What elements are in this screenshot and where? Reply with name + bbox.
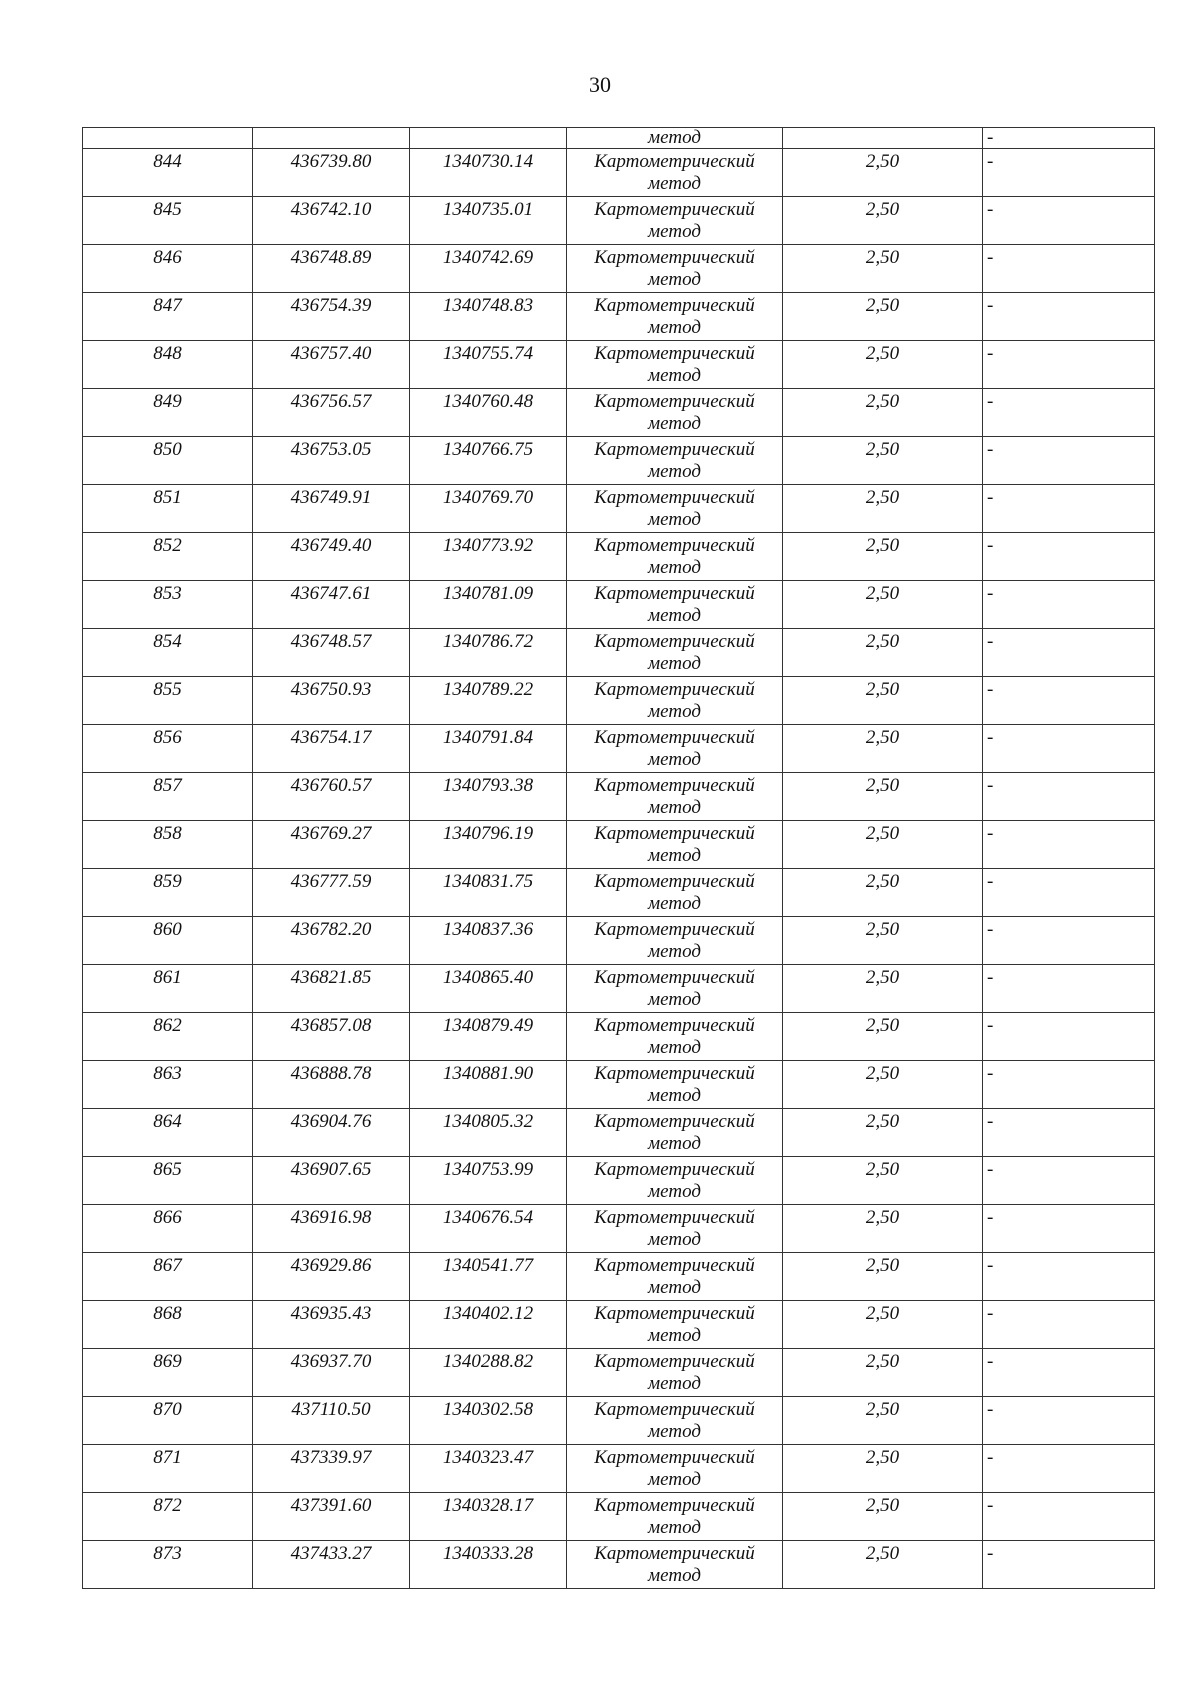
method-line-2: метод — [648, 1085, 701, 1106]
cell-note: - — [983, 1109, 1155, 1157]
cell-y-coordinate: 1340755.74 — [410, 341, 567, 389]
cell-method — [567, 1349, 783, 1397]
cell-note: - — [983, 149, 1155, 197]
table-row — [83, 773, 1155, 821]
cell-y-coordinate: 1340328.17 — [410, 1493, 567, 1541]
cell-method — [567, 149, 783, 197]
continuation-row — [83, 128, 1155, 149]
cell-accuracy: 2,50 — [783, 197, 983, 245]
cell-y-coordinate: 1340837.36 — [410, 917, 567, 965]
method-line-2: метод — [648, 509, 701, 530]
cell-point-number: 845 — [83, 197, 253, 245]
cell-note: - — [983, 773, 1155, 821]
method-line-1: Картометрический — [594, 1447, 755, 1468]
cell-accuracy: 2,50 — [783, 1253, 983, 1301]
cell-x-coordinate: 436748.57 — [253, 629, 410, 677]
table-row — [83, 629, 1155, 677]
cell-note: - — [983, 725, 1155, 773]
table-row — [83, 1397, 1155, 1445]
cell-accuracy: 2,50 — [783, 1397, 983, 1445]
cell-point-number: 858 — [83, 821, 253, 869]
cell-x-coordinate: 436937.70 — [253, 1349, 410, 1397]
cell-note: - — [983, 437, 1155, 485]
cell-x-coordinate: 436929.86 — [253, 1253, 410, 1301]
cell-accuracy: 2,50 — [783, 1157, 983, 1205]
cell-method — [567, 1013, 783, 1061]
cell-note: - — [983, 677, 1155, 725]
cell-point-number: 849 — [83, 389, 253, 437]
method-line-2: метод — [648, 1373, 701, 1394]
method-line-2: метод — [648, 1325, 701, 1346]
table-row — [83, 677, 1155, 725]
method-line-1: Картометрический — [594, 679, 755, 700]
method-line-2: метод — [648, 1037, 701, 1058]
cell-y-coordinate: 1340333.28 — [410, 1541, 567, 1589]
cell-note: - — [983, 965, 1155, 1013]
cell-accuracy: 2,50 — [783, 869, 983, 917]
method-line-1: Картометрический — [594, 487, 755, 508]
cell-accuracy: 2,50 — [783, 965, 983, 1013]
cell-y-coordinate: 1340793.38 — [410, 773, 567, 821]
cell-method — [567, 581, 783, 629]
cell-note: - — [983, 1013, 1155, 1061]
cell-x-coordinate: 437339.97 — [253, 1445, 410, 1493]
cell-point-number: 859 — [83, 869, 253, 917]
cell-accuracy: 2,50 — [783, 725, 983, 773]
cell-y-coordinate: 1340789.22 — [410, 677, 567, 725]
cell-x-coordinate: 436907.65 — [253, 1157, 410, 1205]
method-line-1: Картометрический — [594, 247, 755, 268]
table-body — [83, 128, 1155, 1589]
cell-accuracy: 2,50 — [783, 1445, 983, 1493]
table-row — [83, 1157, 1155, 1205]
cell-y-coordinate: 1340676.54 — [410, 1205, 567, 1253]
method-line-1: Картометрический — [594, 535, 755, 556]
cell-point-number: 869 — [83, 1349, 253, 1397]
cell-x-coordinate: 436757.40 — [253, 341, 410, 389]
cell-note: - — [983, 389, 1155, 437]
method-line-2: метод — [648, 1181, 701, 1202]
method-line-1: Картометрический — [594, 1015, 755, 1036]
cell-x-coordinate: 437433.27 — [253, 1541, 410, 1589]
method-line-1: Картометрический — [594, 1399, 755, 1420]
cell-y-coordinate: 1340753.99 — [410, 1157, 567, 1205]
cell-accuracy: 2,50 — [783, 245, 983, 293]
table-row — [83, 725, 1155, 773]
cell-accuracy: 2,50 — [783, 1301, 983, 1349]
page-number: 30 — [589, 72, 611, 97]
cell-method — [567, 1541, 783, 1589]
coordinates-table — [82, 127, 1155, 1589]
cell-y-coordinate: 1340879.49 — [410, 1013, 567, 1061]
cell-y-coordinate: 1340730.14 — [410, 149, 567, 197]
cell-method — [567, 1493, 783, 1541]
cell-accuracy: 2,50 — [783, 581, 983, 629]
cell-accuracy: 2,50 — [783, 1109, 983, 1157]
cell-point-number: 862 — [83, 1013, 253, 1061]
method-line-2: метод — [648, 1469, 701, 1490]
cell-method — [567, 485, 783, 533]
method-line-1: Картометрический — [594, 631, 755, 652]
cell-x-coordinate: 436753.05 — [253, 437, 410, 485]
cell-point-number: 863 — [83, 1061, 253, 1109]
table-row — [83, 1109, 1155, 1157]
cell-y-coordinate: 1340796.19 — [410, 821, 567, 869]
cell-note: - — [983, 581, 1155, 629]
method-line-1: Картометрический — [594, 1543, 755, 1564]
cell-method — [567, 629, 783, 677]
cell-note: - — [983, 128, 1155, 149]
method-line-2: метод — [648, 557, 701, 578]
cell-point-number: 857 — [83, 773, 253, 821]
cell-x-coordinate: 436754.17 — [253, 725, 410, 773]
table-row — [83, 821, 1155, 869]
table-row — [83, 245, 1155, 293]
cell-point-number: 864 — [83, 1109, 253, 1157]
cell-note: - — [983, 1397, 1155, 1445]
cell-y-coordinate: 1340288.82 — [410, 1349, 567, 1397]
table-row — [83, 917, 1155, 965]
cell-method — [567, 293, 783, 341]
cell-accuracy — [783, 128, 983, 149]
cell-note: - — [983, 1493, 1155, 1541]
cell-note: - — [983, 245, 1155, 293]
method-line-2: метод — [648, 1133, 701, 1154]
cell-y-coordinate: 1340302.58 — [410, 1397, 567, 1445]
cell-y-coordinate — [410, 128, 567, 149]
table-row — [83, 1445, 1155, 1493]
cell-point-number: 866 — [83, 1205, 253, 1253]
cell-point-number: 873 — [83, 1541, 253, 1589]
cell-method — [567, 917, 783, 965]
cell-note: - — [983, 1445, 1155, 1493]
method-line-1: Картометрический — [594, 199, 755, 220]
table-row — [83, 1541, 1155, 1589]
cell-accuracy: 2,50 — [783, 821, 983, 869]
cell-note: - — [983, 1205, 1155, 1253]
method-line-1: Картометрический — [594, 919, 755, 940]
cell-x-coordinate: 436904.76 — [253, 1109, 410, 1157]
cell-y-coordinate: 1340773.92 — [410, 533, 567, 581]
method-line-2: метод — [648, 1517, 701, 1538]
cell-note: - — [983, 1301, 1155, 1349]
cell-y-coordinate: 1340760.48 — [410, 389, 567, 437]
method-line-2: метод — [648, 605, 701, 626]
cell-point-number: 852 — [83, 533, 253, 581]
cell-x-coordinate: 436777.59 — [253, 869, 410, 917]
method-line-2: метод — [648, 1229, 701, 1250]
cell-point-number: 848 — [83, 341, 253, 389]
table-row — [83, 149, 1155, 197]
cell-method — [567, 821, 783, 869]
table-row — [83, 389, 1155, 437]
method-line-1: Картометрический — [594, 1495, 755, 1516]
cell-method — [567, 1205, 783, 1253]
method-line-1: Картометрический — [594, 295, 755, 316]
cell-x-coordinate: 436769.27 — [253, 821, 410, 869]
cell-method — [567, 197, 783, 245]
cell-x-coordinate: 436760.57 — [253, 773, 410, 821]
cell-method — [567, 869, 783, 917]
method-line-1: Картометрический — [594, 1111, 755, 1132]
cell-y-coordinate: 1340786.72 — [410, 629, 567, 677]
table-row — [83, 581, 1155, 629]
method-line-2: метод — [648, 1277, 701, 1298]
cell-point-number: 868 — [83, 1301, 253, 1349]
cell-note: - — [983, 341, 1155, 389]
method-line-1: Картометрический — [594, 1255, 755, 1276]
cell-y-coordinate: 1340323.47 — [410, 1445, 567, 1493]
cell-point-number: 846 — [83, 245, 253, 293]
table-row — [83, 1253, 1155, 1301]
cell-point-number — [83, 128, 253, 149]
method-line-1: Картометрический — [594, 823, 755, 844]
cell-x-coordinate: 436821.85 — [253, 965, 410, 1013]
table-row — [83, 1301, 1155, 1349]
cell-x-coordinate: 436749.40 — [253, 533, 410, 581]
cell-x-coordinate: 436754.39 — [253, 293, 410, 341]
cell-y-coordinate: 1340735.01 — [410, 197, 567, 245]
method-line-1: Картометрический — [594, 967, 755, 988]
method-line-1: Картометрический — [594, 391, 755, 412]
table-row — [83, 1349, 1155, 1397]
cell-y-coordinate: 1340748.83 — [410, 293, 567, 341]
method-line-2: метод — [648, 941, 701, 962]
method-line-1: Картометрический — [594, 1303, 755, 1324]
method-line-2: метод — [648, 317, 701, 338]
cell-y-coordinate: 1340881.90 — [410, 1061, 567, 1109]
cell-note: - — [983, 485, 1155, 533]
cell-method — [567, 1157, 783, 1205]
cell-method: метод — [567, 128, 783, 149]
cell-note: - — [983, 917, 1155, 965]
cell-note: - — [983, 1061, 1155, 1109]
method-line-1: Картометрический — [594, 583, 755, 604]
cell-x-coordinate: 436916.98 — [253, 1205, 410, 1253]
cell-x-coordinate: 437391.60 — [253, 1493, 410, 1541]
cell-accuracy: 2,50 — [783, 629, 983, 677]
method-line-2: метод — [648, 221, 701, 242]
cell-note: - — [983, 1349, 1155, 1397]
cell-y-coordinate: 1340865.40 — [410, 965, 567, 1013]
cell-method — [567, 437, 783, 485]
cell-x-coordinate — [253, 128, 410, 149]
table-row — [83, 869, 1155, 917]
table-row — [83, 1013, 1155, 1061]
cell-accuracy: 2,50 — [783, 1541, 983, 1589]
cell-accuracy: 2,50 — [783, 533, 983, 581]
cell-y-coordinate: 1340781.09 — [410, 581, 567, 629]
cell-note: - — [983, 1253, 1155, 1301]
cell-point-number: 861 — [83, 965, 253, 1013]
cell-x-coordinate: 436749.91 — [253, 485, 410, 533]
cell-method — [567, 533, 783, 581]
cell-accuracy: 2,50 — [783, 917, 983, 965]
cell-x-coordinate: 436742.10 — [253, 197, 410, 245]
method-line-2: метод — [648, 749, 701, 770]
cell-point-number: 870 — [83, 1397, 253, 1445]
cell-x-coordinate: 437110.50 — [253, 1397, 410, 1445]
cell-point-number: 854 — [83, 629, 253, 677]
cell-point-number: 872 — [83, 1493, 253, 1541]
cell-method — [567, 1445, 783, 1493]
cell-accuracy: 2,50 — [783, 341, 983, 389]
method-line-2: метод — [648, 461, 701, 482]
cell-y-coordinate: 1340791.84 — [410, 725, 567, 773]
table-row — [83, 533, 1155, 581]
cell-method — [567, 341, 783, 389]
cell-y-coordinate: 1340541.77 — [410, 1253, 567, 1301]
cell-method — [567, 725, 783, 773]
cell-point-number: 844 — [83, 149, 253, 197]
method-line-1: Картометрический — [594, 1063, 755, 1084]
cell-point-number: 867 — [83, 1253, 253, 1301]
method-line-2: метод — [648, 269, 701, 290]
table-row — [83, 197, 1155, 245]
method-line-2: метод — [648, 797, 701, 818]
method-line-1: Картометрический — [594, 727, 755, 748]
cell-point-number: 871 — [83, 1445, 253, 1493]
table-row — [83, 965, 1155, 1013]
cell-x-coordinate: 436935.43 — [253, 1301, 410, 1349]
method-line-1: Картометрический — [594, 439, 755, 460]
cell-accuracy: 2,50 — [783, 389, 983, 437]
table-row — [83, 437, 1155, 485]
method-line-1: Картометрический — [594, 1159, 755, 1180]
cell-x-coordinate: 436739.80 — [253, 149, 410, 197]
table-row — [83, 1205, 1155, 1253]
cell-note: - — [983, 197, 1155, 245]
method-line-1: Картометрический — [594, 151, 755, 172]
method-line-2: метод — [648, 845, 701, 866]
cell-accuracy: 2,50 — [783, 293, 983, 341]
method-line-2: метод — [648, 173, 701, 194]
cell-point-number: 850 — [83, 437, 253, 485]
table-row — [83, 1493, 1155, 1541]
cell-accuracy: 2,50 — [783, 1493, 983, 1541]
table-row — [83, 293, 1155, 341]
method-line-2: метод — [648, 989, 701, 1010]
cell-note: - — [983, 869, 1155, 917]
cell-point-number: 851 — [83, 485, 253, 533]
method-line-2: метод — [648, 1565, 701, 1586]
method-line-2: метод — [648, 413, 701, 434]
cell-method — [567, 773, 783, 821]
cell-accuracy: 2,50 — [783, 1061, 983, 1109]
cell-x-coordinate: 436750.93 — [253, 677, 410, 725]
cell-method — [567, 1253, 783, 1301]
cell-note: - — [983, 821, 1155, 869]
cell-x-coordinate: 436748.89 — [253, 245, 410, 293]
cell-y-coordinate: 1340831.75 — [410, 869, 567, 917]
cell-accuracy: 2,50 — [783, 149, 983, 197]
cell-accuracy: 2,50 — [783, 1349, 983, 1397]
cell-note: - — [983, 1157, 1155, 1205]
cell-x-coordinate: 436857.08 — [253, 1013, 410, 1061]
cell-method — [567, 245, 783, 293]
cell-accuracy: 2,50 — [783, 773, 983, 821]
method-line-2: метод — [648, 893, 701, 914]
cell-method — [567, 1301, 783, 1349]
method-line-1: Картометрический — [594, 871, 755, 892]
cell-note: - — [983, 293, 1155, 341]
cell-x-coordinate: 436782.20 — [253, 917, 410, 965]
method-line-2: метод — [648, 701, 701, 722]
method-line-1: Картометрический — [594, 775, 755, 796]
method-line-1: Картометрический — [594, 1207, 755, 1228]
cell-method — [567, 1061, 783, 1109]
cell-method — [567, 677, 783, 725]
cell-x-coordinate: 436756.57 — [253, 389, 410, 437]
cell-accuracy: 2,50 — [783, 677, 983, 725]
cell-point-number: 856 — [83, 725, 253, 773]
table-row — [83, 341, 1155, 389]
cell-point-number: 860 — [83, 917, 253, 965]
cell-accuracy: 2,50 — [783, 1205, 983, 1253]
cell-point-number: 847 — [83, 293, 253, 341]
cell-point-number: 865 — [83, 1157, 253, 1205]
cell-note: - — [983, 533, 1155, 581]
cell-x-coordinate: 436888.78 — [253, 1061, 410, 1109]
cell-point-number: 855 — [83, 677, 253, 725]
cell-method — [567, 389, 783, 437]
cell-accuracy: 2,50 — [783, 485, 983, 533]
cell-x-coordinate: 436747.61 — [253, 581, 410, 629]
cell-method — [567, 965, 783, 1013]
cell-y-coordinate: 1340402.12 — [410, 1301, 567, 1349]
method-line-2: метод — [648, 1421, 701, 1442]
method-line-1: Картометрический — [594, 1351, 755, 1372]
cell-accuracy: 2,50 — [783, 1013, 983, 1061]
method-line-2: метод — [648, 653, 701, 674]
cell-y-coordinate: 1340766.75 — [410, 437, 567, 485]
cell-note: - — [983, 629, 1155, 677]
cell-accuracy: 2,50 — [783, 437, 983, 485]
table-row — [83, 1061, 1155, 1109]
cell-method — [567, 1109, 783, 1157]
method-line-2: метод — [648, 365, 701, 386]
method-line-1: Картометрический — [594, 343, 755, 364]
cell-y-coordinate: 1340742.69 — [410, 245, 567, 293]
cell-y-coordinate: 1340769.70 — [410, 485, 567, 533]
cell-method — [567, 1397, 783, 1445]
table-row — [83, 485, 1155, 533]
cell-point-number: 853 — [83, 581, 253, 629]
cell-y-coordinate: 1340805.32 — [410, 1109, 567, 1157]
cell-note: - — [983, 1541, 1155, 1589]
